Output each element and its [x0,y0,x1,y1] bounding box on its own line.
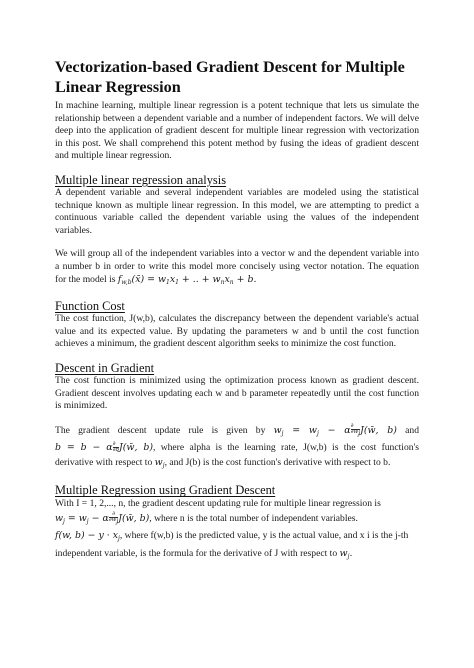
section1-equation-lead: for the model is [55,273,116,285]
update-rule-last-b: , and J(b) is the cost function's derivative with respect to b. [164,456,391,468]
section4-line-1: With I = 1, 2,..., n, the gradient descent updating rule for multiple linear regression is [55,498,381,510]
wj-symbol: $w_j$ [154,456,165,469]
section-heading-function-cost: Function Cost [55,299,125,314]
document-title: Vectorization-based Gradient Descent for Multiple Linear Regression [55,58,405,96]
section4-line-3 [55,529,419,547]
update-rule-line-3 [55,456,419,474]
multi-w-update-equation: $w_j = w_j - \alpha$ $\frac{\partial}{\partial w_j}$ J(w̄, b) [55,510,150,526]
intro-paragraph: In machine learning, multiple linear regression is a potent technique that lets us simulate the relationship between a dependent variable and a number of independent factors. We will delve deep into the application of gradient descent for multiple linear regression with vectorization in this post. We shall comprehend this potent method by fusing the ideas of gradient descent and multiple linear regression. [55,100,419,162]
section4-line-4-a: independent variable, is the formula for the derivative of J with respect to [55,547,338,559]
section4-line-2-tail: , where n is the total number of independent variables. [149,512,358,524]
section-heading-multiple-regression-gd: Multiple Regression using Gradient Descent [55,483,276,498]
section4-line-4 [55,547,419,565]
wj-symbol-final: $w_j$. [339,547,353,560]
update-rule-b-tail: , where alpha is the learning rate, J(w,b) is the cost function's [152,442,420,454]
section1-paragraph-2: We will group all of the independent variables into a vector w and the dependent variable into a number b in order to write this model more concisely using vector notation. The equation [55,248,419,272]
w-update-equation: $w_j = w_j - \alpha$ $\frac{\partial}{\partial w_j}$ J(w̄, b) [273,422,397,438]
section4-line-2 [55,512,419,530]
derivative-expression: f(w, $b) - y \cdot x_j$ [55,530,120,543]
update-rule-block [55,424,419,474]
section3-paragraph-1: The cost function is minimized using the optimization process known as gradient descent. Gradient descent involves updating each w and b parameter repeatedly until the cost function is minimized. [55,374,419,412]
update-rule-and: and [405,424,420,436]
section1-equation-line [55,274,419,290]
b-update-equation: b = b − α $\frac{\partial}{\partial b}$ J(w̄, b) [55,440,153,454]
update-rule-line-1 [55,424,419,442]
update-rule-lead: The gradient descent update rule is given by [55,424,266,436]
update-rule-last-a: derivative with respect to [55,456,153,468]
section4-block [55,497,419,564]
update-rule-line-2 [55,441,419,456]
section-heading-multiple-linear-regression: Multiple linear regression analysis [55,172,227,187]
section-heading-descent-in-gradient: Descent in Gradient [55,360,155,375]
document-page [55,58,419,564]
section2-paragraph: The cost function, J(w,b), calculates the discrepancy between the dependent variable's actual value and its expected value. By updating the parameters w and b until the cost function achieves a minimum, the gradient descent algorithm seeks to minimize the cost function. [55,313,419,350]
section4-line-3-tail: , where f(w,b) is the predicted value, y is the actual value, and x i is the j-th [119,530,409,542]
model-equation: $f_{w,b}(x̄) = w_1x_1$ + .. + $w_nx_n + b$. [117,273,257,286]
section1-paragraph-1: A dependent variable and several independent variables are modeled using the statistical technique known as multiple linear regression. In this model, we are attempting to predict a continuous variable called the dependent variable using the values of the independent variables. [55,186,419,236]
